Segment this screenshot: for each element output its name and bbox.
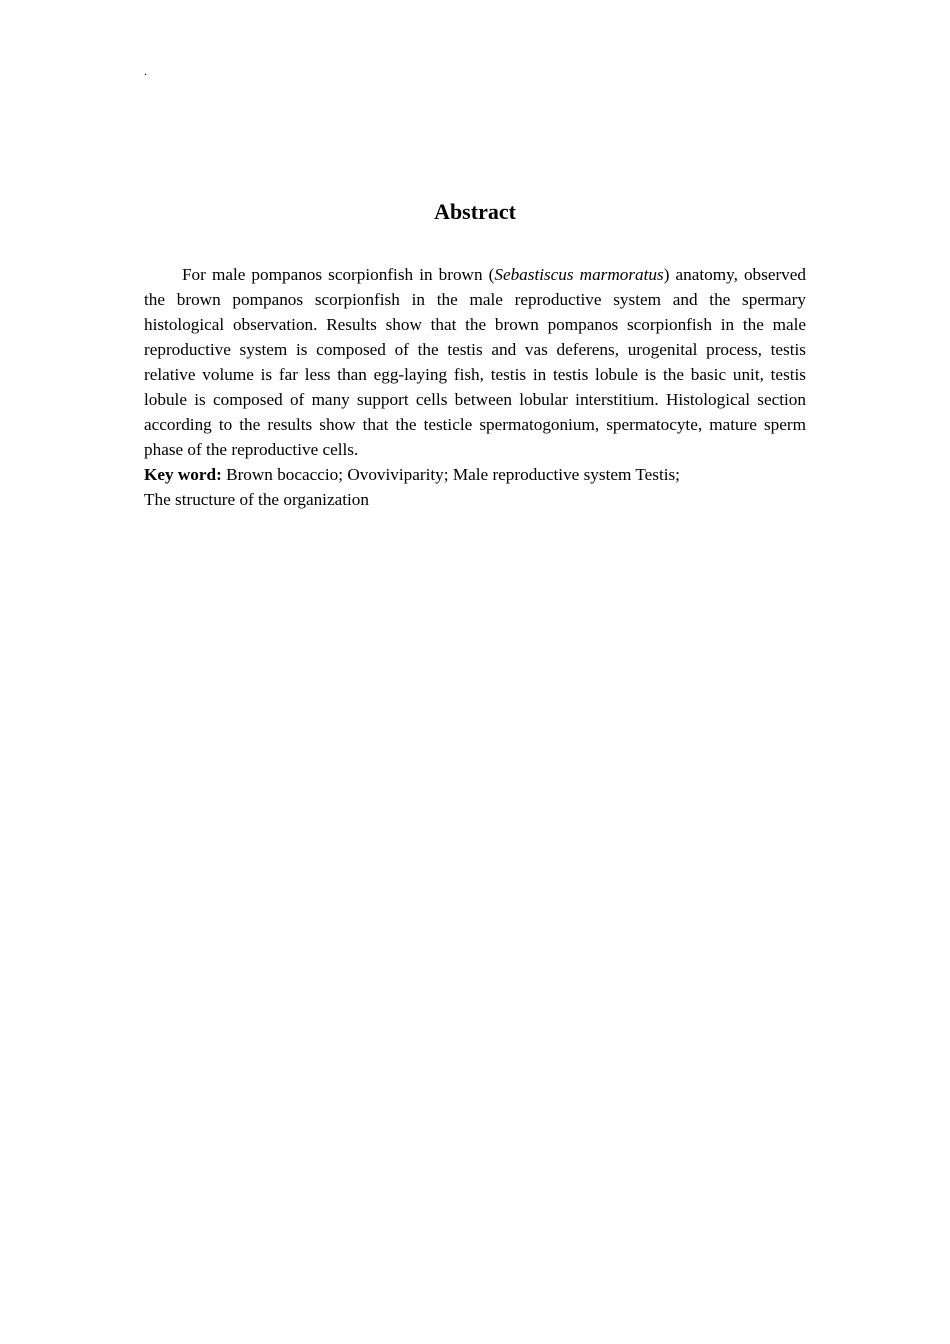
keywords-line-2	[144, 487, 806, 512]
abstract-text-rest: ) anatomy, observed the brown pompanos scorpionfish in the male reproductive system and the spermary histological observation. Results show that the brown pompanos scorpionfish in the male reproductive system is composed of the testis and vas deferens, urogenital process, testis relative volume is far less than egg-laying fish, testis in testis lobule is the basic unit, testis lobule is composed of many support cells between lobular interstitium. Histological section according to the results show that the testicle spermatogonium, spermatocyte, mature sperm phase of the reproductive cells.	[144, 265, 806, 459]
abstract-body	[144, 262, 806, 512]
keywords-list-continued: The structure of the organization	[144, 490, 369, 509]
species-name: Sebastiscus marmoratus	[494, 265, 664, 284]
keywords-label: Key word:	[144, 465, 222, 484]
header-mark: .	[144, 64, 147, 78]
page-title: Abstract	[434, 199, 516, 224]
keywords-line	[144, 462, 806, 487]
abstract-text-start: For male pompanos scorpionfish in brown (	[182, 265, 495, 284]
abstract-paragraph	[144, 262, 806, 462]
keywords-list: Brown bocaccio; Ovoviviparity; Male reproductive system Testis;	[221, 465, 680, 484]
